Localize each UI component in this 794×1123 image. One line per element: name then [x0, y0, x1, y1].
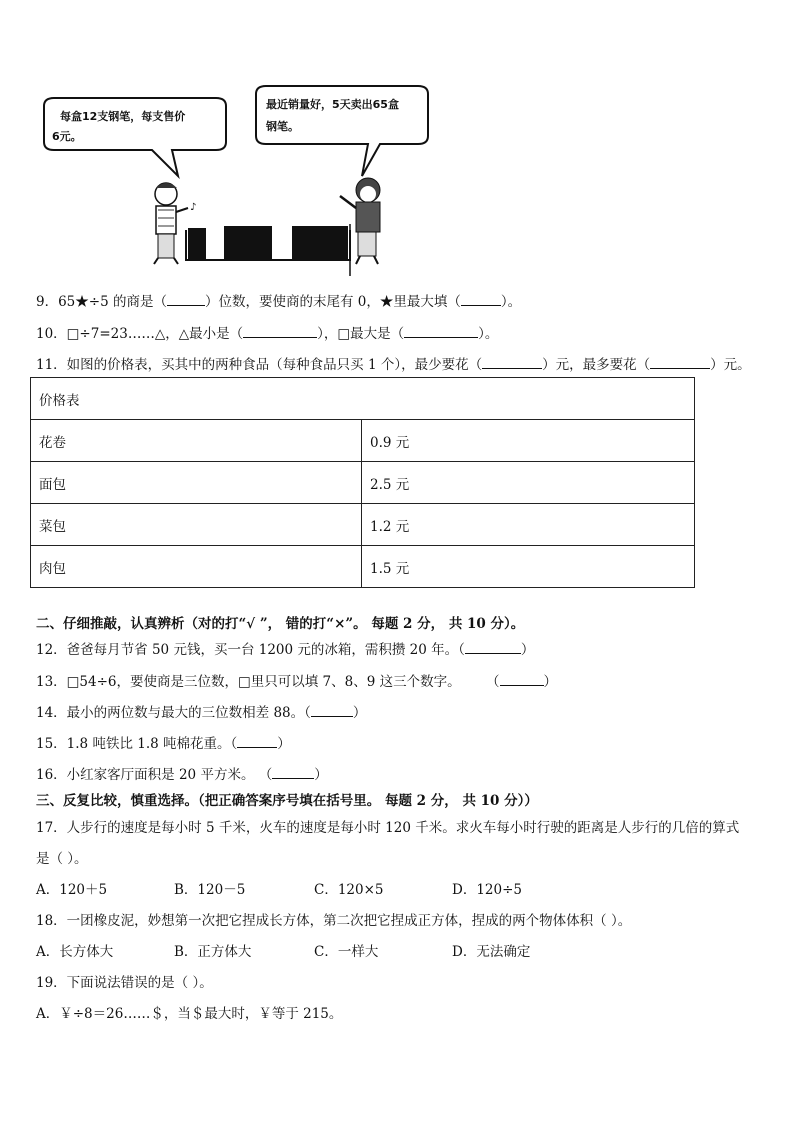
- q17-line2: 是（ ）。: [36, 851, 88, 867]
- q13-text: 13．□54÷6，要使商是三位数，□里只可以填 7、8、9 这三个数字。: [36, 674, 461, 690]
- q13-answer: [486, 670, 557, 690]
- table-row: [31, 546, 695, 588]
- q15-text: 15．1.8 吨铁比 1.8 吨棉花重。（: [36, 736, 238, 752]
- q14-blank[interactable]: [311, 704, 353, 717]
- q10-text-b: ），□最大是（: [317, 326, 405, 342]
- q19-option-a[interactable]: A．￥÷8＝26……＄，当＄最大时，￥等于 215。: [36, 1006, 343, 1022]
- q11-blank-1[interactable]: [482, 356, 542, 369]
- q14-end: ）: [352, 705, 367, 721]
- q16-text: 16．小红家客厅面积是 20 平方米。 （: [36, 767, 273, 783]
- q10-blank-1[interactable]: [243, 325, 317, 338]
- q11-text-b: ）元，最多要花（: [542, 357, 651, 373]
- left-bubble-line2: 6元。: [52, 130, 82, 143]
- q13-end: ）: [543, 674, 557, 690]
- question-19: 19．下面说法错误的是（ ）。: [36, 975, 213, 991]
- item-price: 1.5 元: [362, 546, 695, 588]
- sales-illustration: [40, 84, 440, 279]
- q18-option-c[interactable]: C．一样大: [314, 944, 379, 960]
- q17-option-b[interactable]: B．120－5: [174, 882, 246, 898]
- right-bubble-line1: 最近销量好，5天卖出65盒: [266, 98, 399, 111]
- q17-line1: 17．人步行的速度是每小时 5 千米，火车的速度是每小时 120 千米。求火车每小时行驶的距离是人步行的几倍的算式: [36, 820, 740, 836]
- q12-text: 12．爸爸每月节省 50 元钱，买一台 1200 元的冰箱，需积攒 20 年。（: [36, 642, 465, 658]
- q11-text-c: ）元。: [710, 357, 751, 373]
- q9-text-a: 9．65★÷5 的商是（: [36, 294, 167, 310]
- item-name: 花卷: [31, 420, 362, 462]
- q18-option-d[interactable]: D．无法确定: [452, 944, 531, 960]
- q17-option-c[interactable]: C．120×5: [314, 882, 384, 898]
- q17-option-d[interactable]: D．120÷5: [452, 882, 522, 898]
- svg-text:♪: ♪: [190, 202, 197, 213]
- question-14: [36, 701, 366, 721]
- q17-option-a[interactable]: A．120＋5: [36, 882, 108, 898]
- item-price: 0.9 元: [362, 420, 695, 462]
- q16-blank[interactable]: [272, 766, 314, 779]
- section-3-title: 三、反复比较，慎重选择。（把正确答案序号填在括号里。 每题 2 分， 共 10 分））: [36, 793, 538, 809]
- q9-text-b: ）位数，要使商的末尾有 0，★里最大填（: [204, 294, 461, 310]
- item-name: 肉包: [31, 546, 362, 588]
- item-name: 面包: [31, 462, 362, 504]
- left-bubble-line1: 每盒12支钢笔，每支售价: [60, 110, 186, 123]
- q13-open: （: [486, 674, 500, 690]
- q10-text-c: ）。: [478, 326, 499, 342]
- table-header: 价格表: [31, 378, 695, 420]
- table-row: [31, 504, 695, 546]
- q9-text-c: ）。: [500, 294, 522, 310]
- item-price: 2.5 元: [362, 462, 695, 504]
- question-18: 18．一团橡皮泥，妙想第一次把它捏成长方体，第二次把它捏成正方体，捏成的两个物体体积（ ）。: [36, 913, 632, 929]
- item-name: 菜包: [31, 504, 362, 546]
- q15-end: ）: [277, 736, 291, 752]
- q13-blank[interactable]: [500, 673, 544, 686]
- q12-blank[interactable]: [465, 641, 521, 654]
- q10-blank-2[interactable]: [404, 325, 478, 338]
- table-row: [31, 420, 695, 462]
- q14-text: 14．最小的两位数与最大的三位数相差 88。（: [36, 705, 311, 721]
- question-11: [36, 353, 751, 373]
- item-price: 1.2 元: [362, 504, 695, 546]
- question-9: [36, 290, 521, 310]
- question-13: [36, 670, 461, 690]
- price-table: [30, 377, 695, 588]
- q12-end: ）: [520, 642, 535, 658]
- q10-text-a: 10．□÷7=23……△，△最小是（: [36, 326, 244, 342]
- q15-blank[interactable]: [237, 735, 277, 748]
- right-bubble-line2: 钢笔。: [266, 120, 299, 133]
- q16-end: ）: [314, 767, 328, 783]
- q18-option-b[interactable]: B．正方体大: [174, 944, 252, 960]
- q11-text-a: 11．如图的价格表，买其中的两种食品（每种食品只买 1 个），最少要花（: [36, 357, 483, 373]
- table-header-row: [31, 378, 695, 420]
- question-16: [36, 763, 328, 783]
- question-10: [36, 322, 498, 342]
- q9-blank-2[interactable]: [461, 293, 501, 306]
- q11-blank-2[interactable]: [650, 356, 710, 369]
- q18-option-a[interactable]: A．长方体大: [36, 944, 114, 960]
- section-2-title: 二、仔细推敲，认真辨析（对的打“√ ”， 错的打“×”。 每题 2 分， 共 10 分）。: [36, 616, 525, 632]
- table-row: [31, 462, 695, 504]
- question-15: [36, 732, 291, 752]
- question-12: [36, 638, 534, 658]
- q9-blank-1[interactable]: [167, 293, 205, 306]
